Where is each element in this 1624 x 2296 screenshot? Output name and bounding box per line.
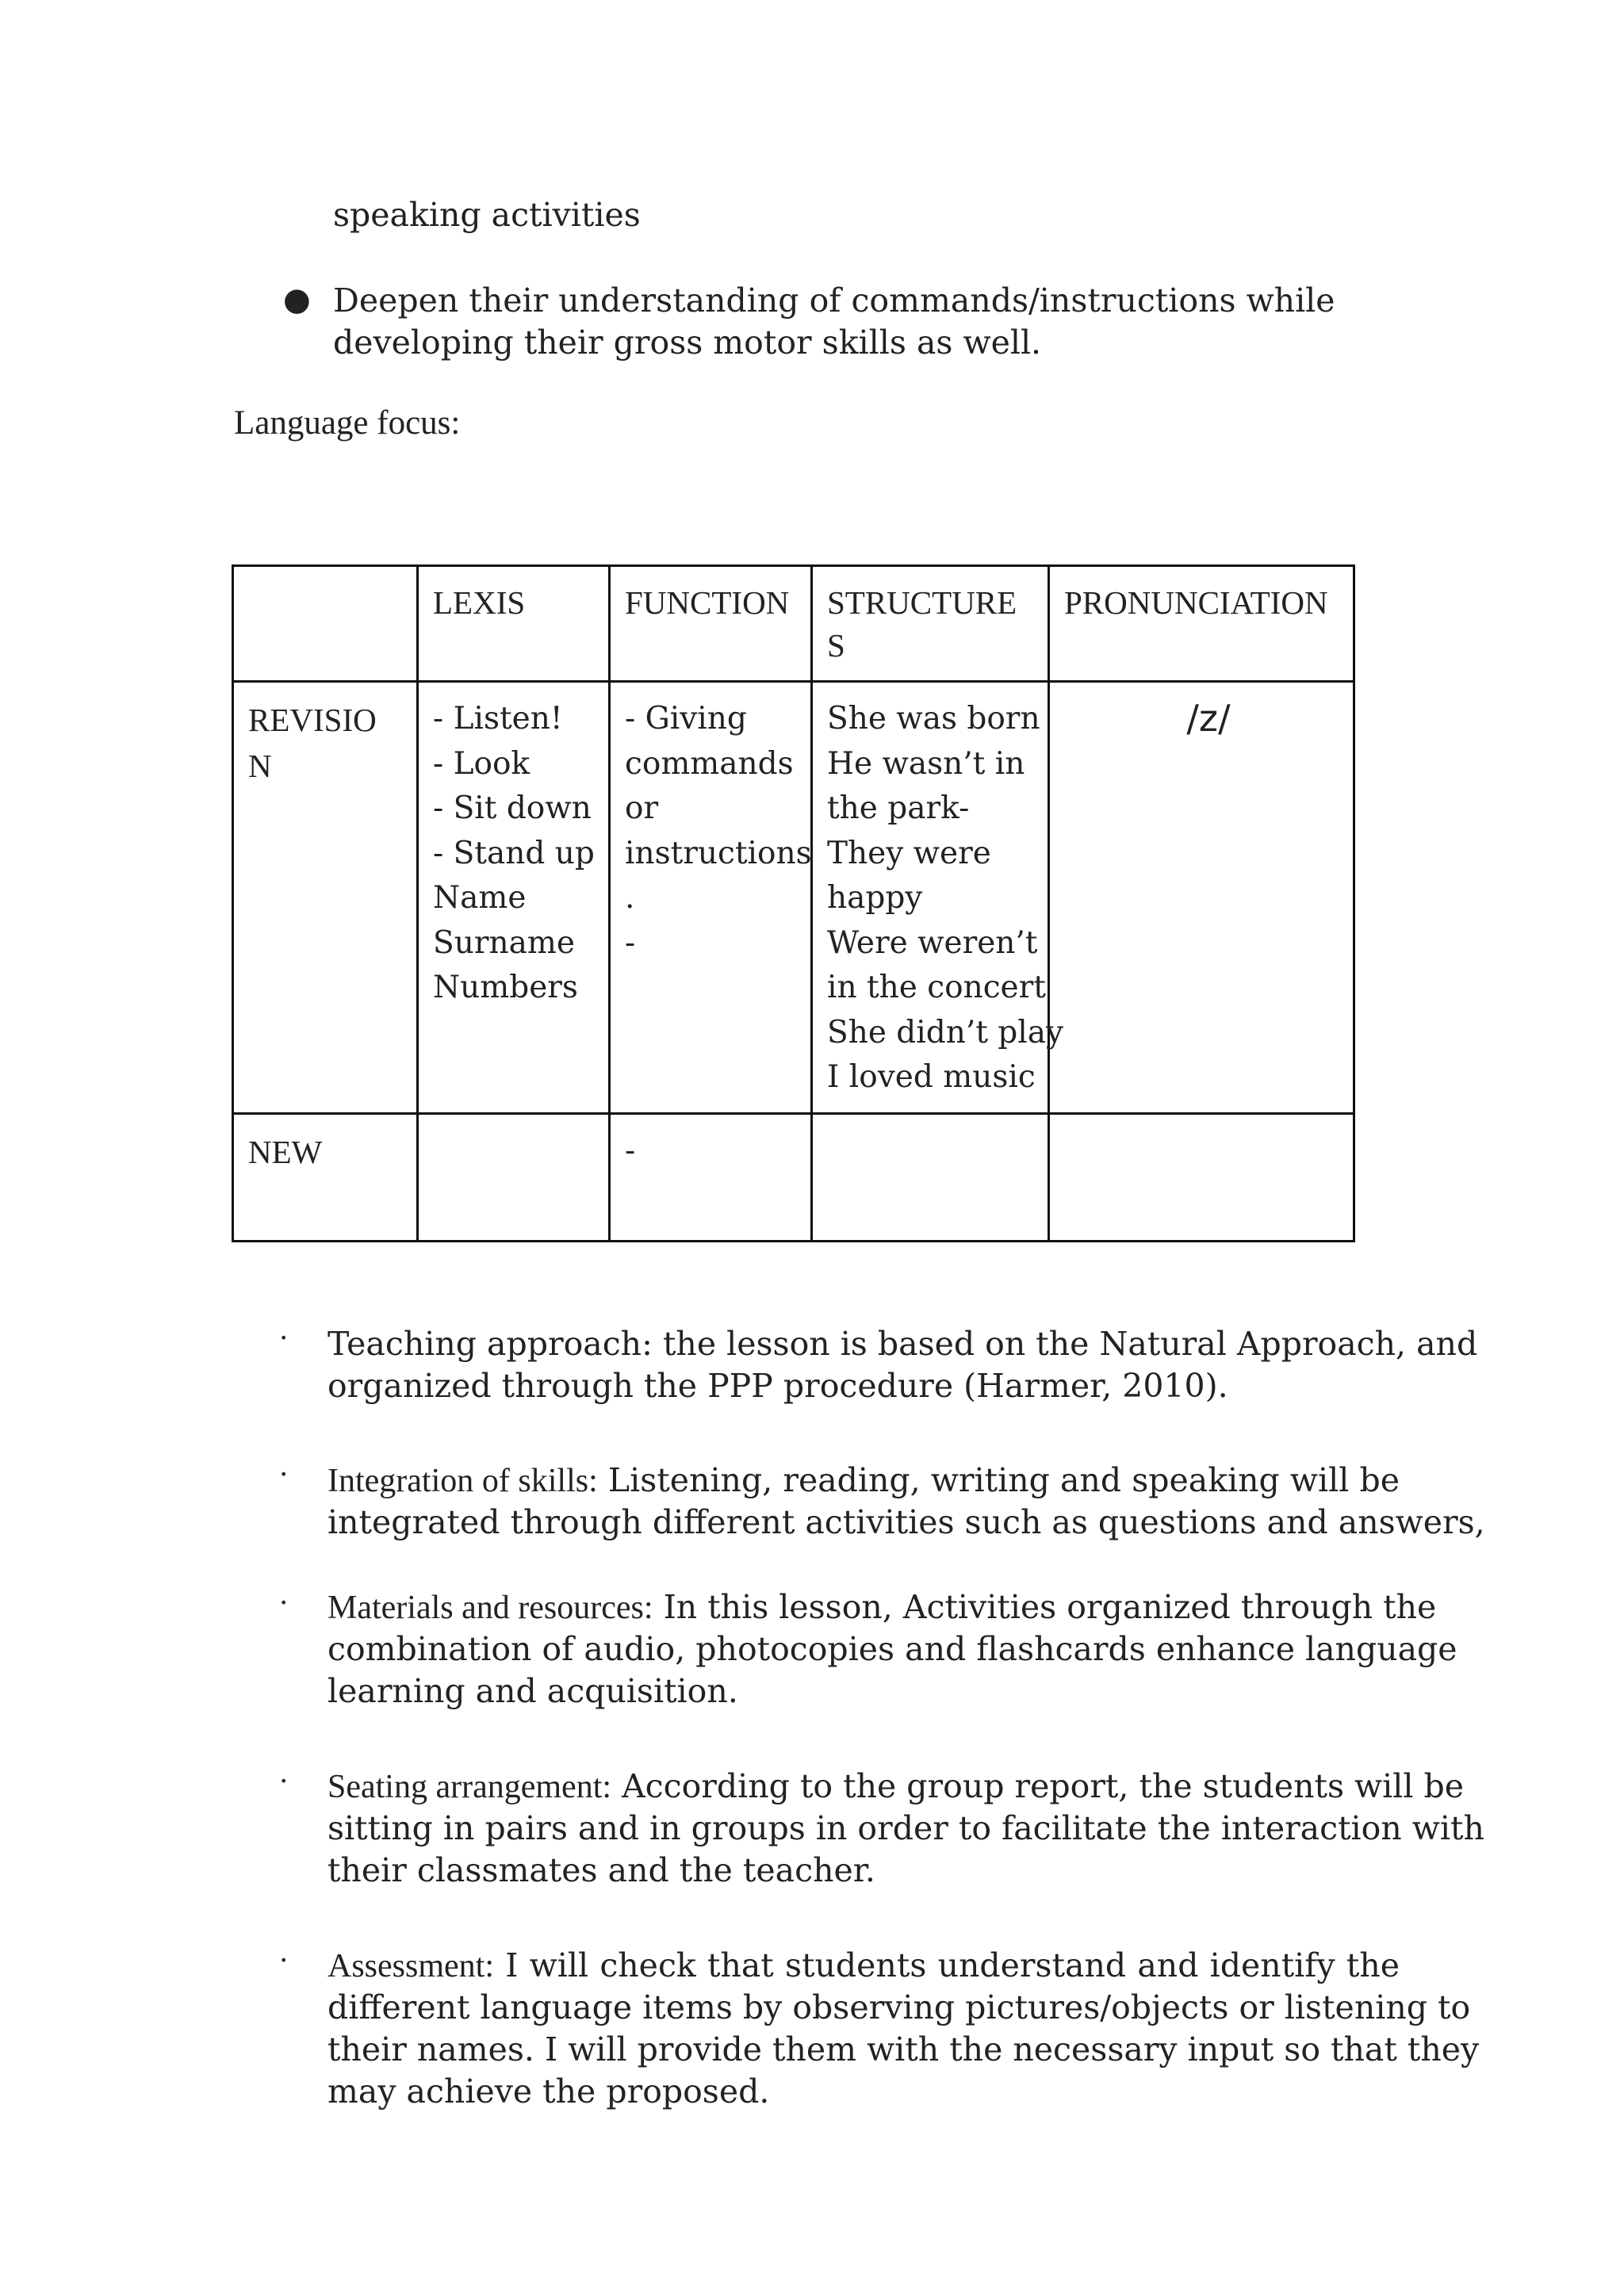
header-structures: STRUCTURE S	[812, 566, 1049, 682]
header-function: FUNCTION	[610, 566, 812, 682]
integration-line-2: integrated through different activities such as questions and answers,	[327, 1503, 1485, 1541]
structure-line: He wasn’t in	[827, 745, 1025, 782]
function-line: - Giving	[625, 701, 747, 737]
lexis-item: - Look	[433, 745, 530, 782]
intro-bullet-line-1: Deepen their understanding of commands/instructions while	[333, 281, 1335, 320]
header-lexis: LEXIS	[418, 566, 610, 682]
header-empty-cell	[233, 566, 418, 682]
function-line: instructions	[625, 835, 812, 871]
function-line: or	[625, 790, 659, 826]
lexis-item: Name	[433, 880, 527, 916]
lexis-item: - Stand up	[433, 835, 595, 871]
structure-line: She didn’t play	[827, 1014, 1064, 1050]
materials-line-2: combination of audio, photocopies and flashcards enhance language	[327, 1630, 1457, 1668]
bullet-dot-icon: ●	[283, 281, 311, 318]
new-structures-cell	[812, 1114, 1049, 1242]
new-lexis-cell	[418, 1114, 610, 1242]
bullet-dot-icon: ·	[279, 1766, 289, 1798]
materials-line-3: learning and acquisition.	[327, 1672, 738, 1710]
intro-bullet-line-2: developing their gross motor skills as well.	[333, 323, 1042, 362]
assessment-line-1: Assessment: I will check that students understand and identify the	[327, 1946, 1400, 1984]
bullet-dot-icon: ·	[279, 1459, 289, 1491]
lexis-item: - Listen!	[433, 701, 563, 737]
structure-line: She was born	[827, 701, 1040, 737]
bullet-dot-icon: ·	[279, 1587, 289, 1620]
row-label-new: NEW	[233, 1114, 418, 1242]
teaching-approach-line-1: Teaching approach: the lesson is based on the Natural Approach, and	[327, 1325, 1478, 1363]
new-function-cell: -	[610, 1114, 812, 1242]
language-focus-table	[232, 564, 1355, 1242]
structure-line: They were	[827, 835, 991, 871]
revision-function-cell	[610, 682, 812, 1114]
revision-lexis-cell	[418, 682, 610, 1114]
seating-line-3: their classmates and the teacher.	[327, 1851, 875, 1889]
row-label-revision: REVISIO N	[233, 682, 418, 1114]
structure-line: in the concert	[827, 970, 1046, 1005]
revision-structures-cell	[812, 682, 1064, 1114]
table-header-row	[233, 566, 1354, 682]
bullet-dot-icon: ·	[279, 1945, 289, 1977]
table-row-new	[233, 1114, 1354, 1242]
lexis-item: - Sit down	[433, 790, 592, 826]
assessment-line-2: different language items by observing pictures/objects or listening to	[327, 1988, 1471, 2026]
header-pronunciation: PRONUNCIATION	[1049, 566, 1354, 682]
seating-line-2: sitting in pairs and in groups in order to facilitate the interaction with	[327, 1809, 1484, 1847]
lexis-item: Surname	[433, 924, 575, 961]
structure-line: happy	[827, 880, 923, 916]
language-focus-heading: Language focus:	[234, 404, 461, 442]
bullet-dot-icon: ·	[279, 1322, 289, 1355]
function-line: commands	[625, 745, 794, 782]
integration-line-1: Integration of skills: Listening, reading, writing and speaking will be	[327, 1461, 1400, 1499]
teaching-approach-line-2: organized through the PPP procedure (Harmer, 2010).	[327, 1367, 1228, 1405]
assessment-line-3: their names. I will provide them with the necessary input so that they	[327, 2030, 1480, 2068]
new-pronunciation-cell	[1049, 1114, 1354, 1242]
pronunciation-symbol: /z/	[1186, 697, 1231, 740]
structure-line: Were weren’t	[827, 924, 1038, 961]
assessment-line-4: may achieve the proposed.	[327, 2072, 770, 2110]
structure-line: I loved music	[827, 1059, 1036, 1095]
materials-line-1: Materials and resources: In this lesson, Activities organized through the	[327, 1588, 1437, 1626]
revision-pronunciation-cell	[1049, 682, 1354, 1114]
lexis-item: Numbers	[433, 970, 578, 1005]
function-line: .	[625, 880, 635, 916]
function-line: -	[625, 924, 636, 961]
table-row-revision	[233, 682, 1354, 1114]
seating-line-1: Seating arrangement: According to the group report, the students will be	[327, 1767, 1464, 1805]
intro-continuation: speaking activities	[333, 196, 641, 234]
structure-line: the park-	[827, 790, 970, 826]
